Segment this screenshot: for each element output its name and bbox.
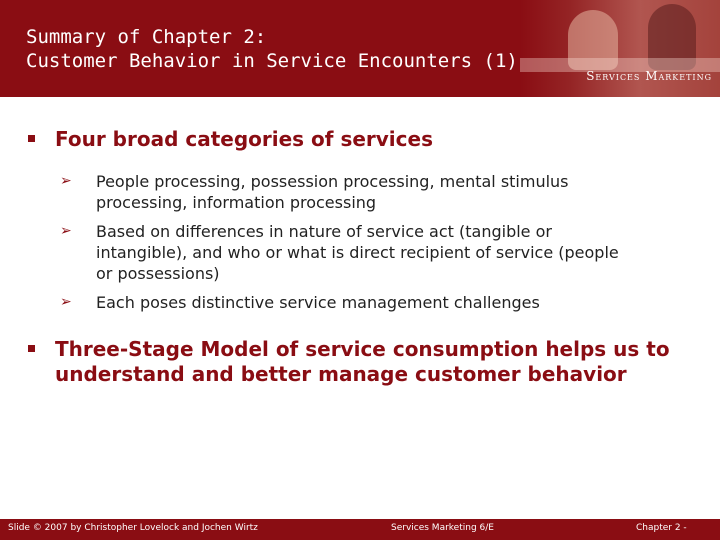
slide-title-line-2: Customer Behavior in Service Encounters (1) bbox=[26, 50, 518, 72]
sub-bullet-text: People processing, possession processing, mental stimulus processing, information processing bbox=[96, 172, 569, 212]
square-bullet-icon bbox=[28, 345, 35, 352]
footer-course: Services Marketing 6/E bbox=[391, 523, 494, 533]
slide-title-line-1: Summary of Chapter 2: bbox=[26, 26, 267, 48]
services-marketing-logo: Services Marketing bbox=[586, 69, 712, 83]
slide-title bbox=[26, 25, 518, 73]
bullet-text: Four broad categories of services bbox=[55, 127, 433, 151]
sub-bullet-text: Based on differences in nature of service act (tangible or intangible), and who or what is direct recipient of service (people or possessions) bbox=[96, 222, 619, 283]
sub-bullet-text: Each poses distinctive service management challenges bbox=[96, 293, 540, 312]
footer-copyright: Slide © 2007 by Christopher Lovelock and Jochen Wirtz bbox=[8, 523, 258, 533]
arrow-bullet-icon: ➢ bbox=[60, 294, 72, 310]
square-bullet-icon bbox=[28, 135, 35, 142]
arrow-bullet-icon: ➢ bbox=[60, 223, 72, 239]
title-banner bbox=[0, 0, 720, 97]
arrow-bullet-icon: ➢ bbox=[60, 173, 72, 189]
footer-bar bbox=[0, 519, 720, 540]
bullet-text: Three-Stage Model of service consumption helps us to understand and better manage customer behavior bbox=[55, 337, 670, 386]
footer-chapter: Chapter 2 - bbox=[636, 523, 687, 533]
